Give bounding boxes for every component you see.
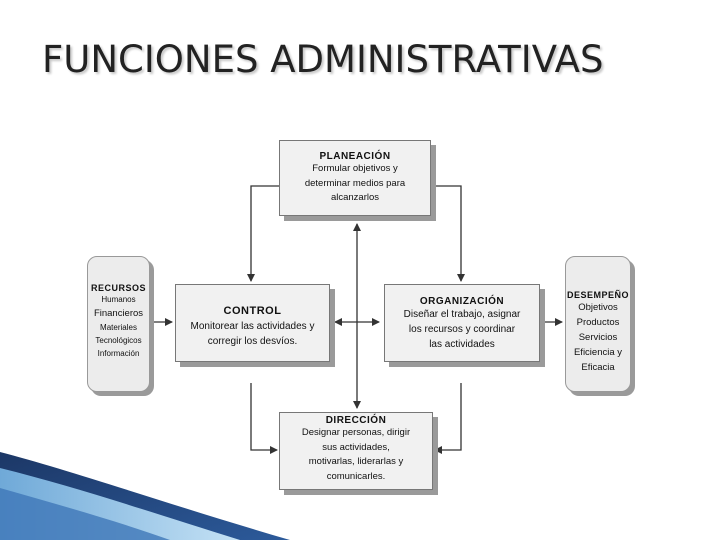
desempeno-line-4: Eficiencia y <box>573 347 623 358</box>
arrow-control-direccion <box>251 383 277 450</box>
box-desempeno <box>565 256 631 392</box>
desempeno-line-2: Productos <box>576 317 620 328</box>
desempeno-line-3: Servicios <box>578 332 618 343</box>
planeacion-line-1: Formular objetivos y <box>312 163 398 174</box>
box-direccion <box>279 412 433 490</box>
direccion-header: DIRECCIÓN <box>325 415 387 426</box>
planeacion-header: PLANEACIÓN <box>319 151 391 162</box>
direccion-line-2: sus actividades, <box>322 441 390 453</box>
arrow-planeacion-organizacion <box>433 186 461 281</box>
recursos-line-1: Humanos <box>101 295 136 304</box>
direccion-line-4: comunicarles. <box>326 470 386 482</box>
desempeno-line-1: Objetivos <box>578 302 618 313</box>
slide-title: FUNCIONES ADMINISTRATIVAS <box>42 38 604 81</box>
planeacion-line-3: alcanzarlos <box>330 192 380 203</box>
arrow-planeacion-control <box>251 186 279 281</box>
planeacion-line-2: determinar medios para <box>304 177 406 189</box>
box-control <box>175 284 330 362</box>
box-recursos <box>87 256 150 392</box>
organizacion-line-3: las actividades <box>429 339 495 350</box>
direccion-line-1: Designar personas, dirigir <box>301 427 411 438</box>
control-line-2: corregir los desvíos. <box>207 336 298 347</box>
recursos-header: RECURSOS <box>90 283 146 293</box>
recursos-line-4: Tecnológicos <box>95 336 142 345</box>
direccion-line-3: motivarlas, liderarlas y <box>308 456 404 467</box>
recursos-line-3: Materiales <box>100 323 137 332</box>
organizacion-header: ORGANIZACIÓN <box>419 296 505 307</box>
organizacion-line-1: Diseñar el trabajo, asignar <box>403 309 521 320</box>
arrow-organizacion-direccion <box>435 383 461 450</box>
control-header: CONTROL <box>223 305 282 317</box>
decorative-swoosh <box>0 452 290 540</box>
desempeno-line-5: Eficacia <box>581 362 615 373</box>
organizacion-line-2: los recursos y coordinar <box>408 324 516 335</box>
control-line-1: Monitorear las actividades y <box>190 321 315 332</box>
box-organizacion <box>384 284 540 362</box>
recursos-line-2: Financieros <box>93 308 144 319</box>
recursos-line-5: Información <box>97 349 140 358</box>
desempeno-header: DESEMPEÑO <box>566 290 629 300</box>
box-planeacion <box>279 140 431 216</box>
